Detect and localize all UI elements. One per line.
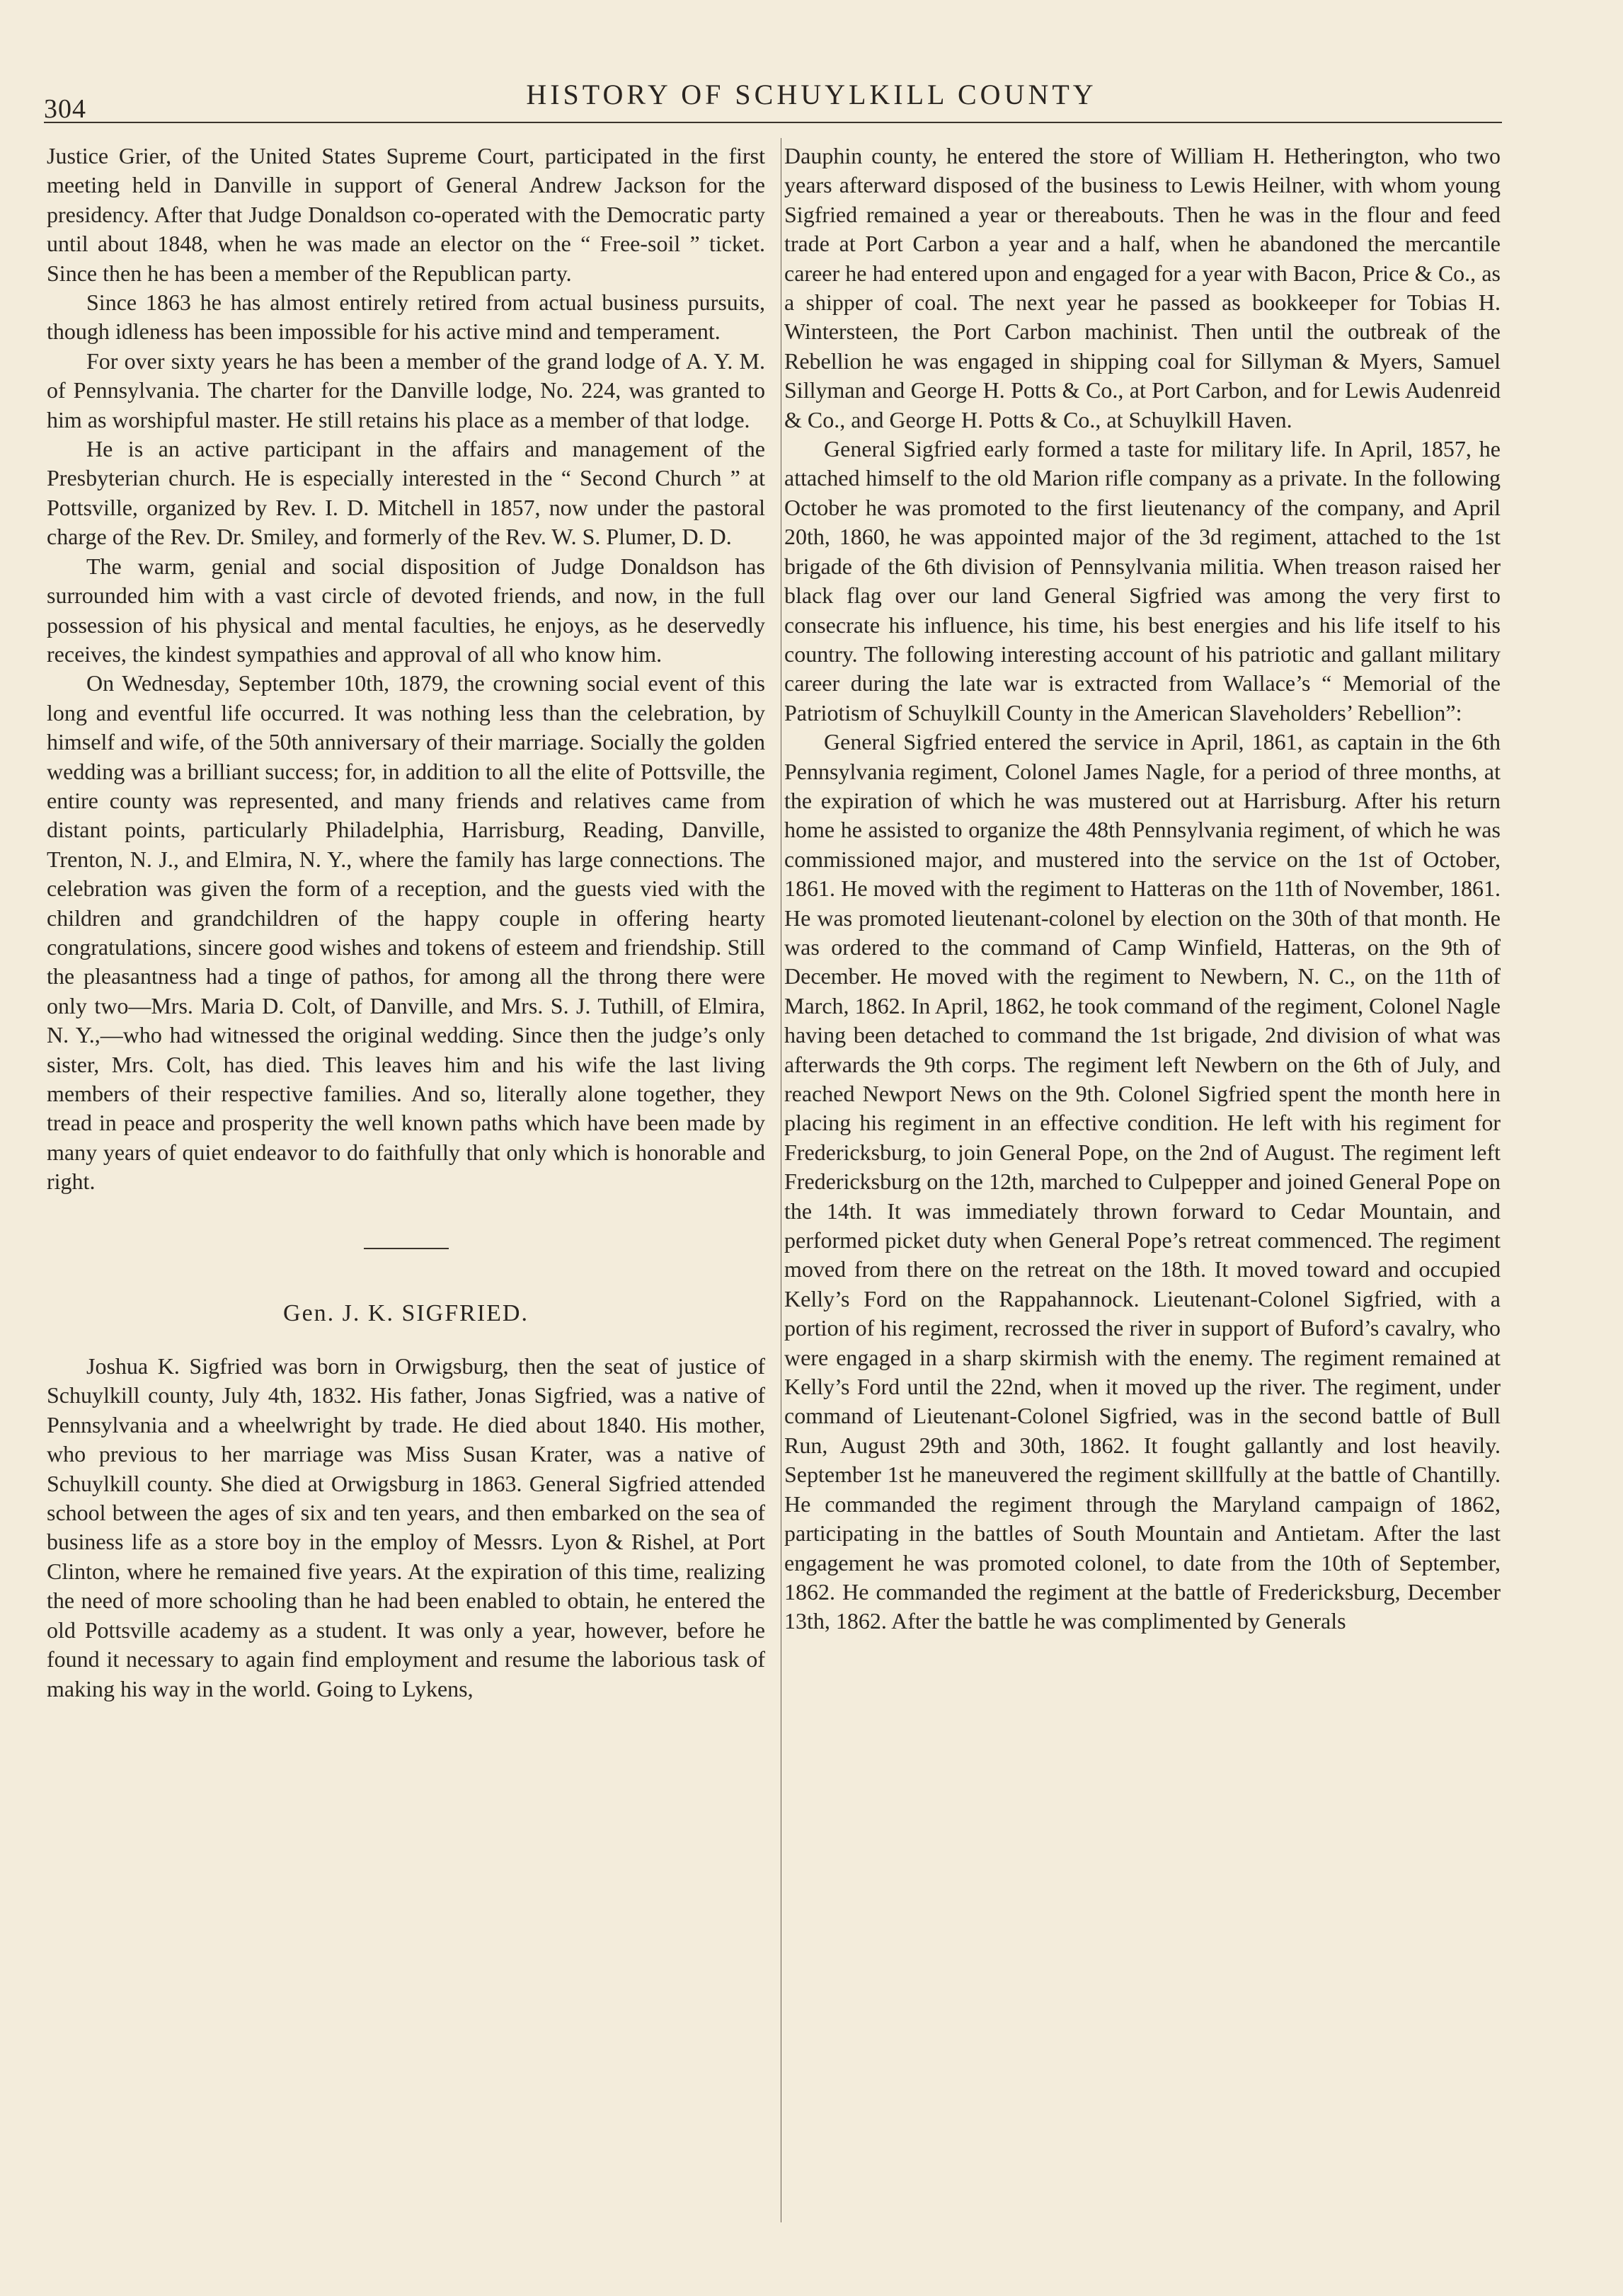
paragraph: Since 1863 he has almost entirely retired from actual business pursuits, though idleness has been impossible for his active mind and temperament. [47,289,765,345]
right-column [784,142,1501,1636]
section-divider [364,1248,449,1249]
paragraph: Justice Grier, of the United States Supreme Court, participated in the first meeting held in Danville in support of General Andrew Jackson for the presidency. After that Judge Donaldson co-operated with the Democratic party until about 1848, when he was made an elector on the “ Free-soil ” ticket. Since then he has been a member of the Republican party. [47,143,765,286]
paragraph: Dauphin county, he entered the store of William H. Hetherington, who two years afterward disposed of the business to Lewis Heilner, with whom young Sigfried remained a year or thereabouts. Then he was in the flour and feed trade at Port Carbon a year and a half, when he abandoned the mercantile career he had entered upon and engaged for a year with Bacon, Price & Co., as a shipper of coal. The next year he passed as bookkeeper for Tobias H. Wintersteen, the Port Carbon machinist. Then until the outbreak of the Rebellion he was engaged in shipping coal for Sillyman & Myers, Samuel Sillyman and George H. Potts & Co., at Port Carbon, and for Lewis Audenreid & Co., and George H. Potts & Co., at Schuylkill Haven. [784,143,1501,432]
paragraph: Joshua K. Sigfried was born in Orwigsburg, then the seat of justice of Schuylkill county, July 4th, 1832. His father, Jonas Sigfried, was a native of Pennsylvania and a wheelwright by trade. He died about 1840. His mother, who previous to her marriage was Miss Susan Krater, was a native of Schuylkill county. She died at Orwigsburg in 1863. General Sigfried attended school between the ages of six and ten years, and then embarked on the sea of business life as a store boy in the employ of Messrs. Lyon & Rishel, at Port Clinton, where he remained five years. At the expiration of this time, realizing the need of more schooling than he had been enabled to obtain, he entered the old Pottsville academy as a student. It was only a year, however, before he found it necessary to again find employment and resume the laborious task of making his way in the world. Going to Lykens, [47,1353,765,1701]
section-title: Gen. J. K. SIGFRIED. [283,1299,529,1326]
quoted-paragraph: General Sigfried entered the service in April, 1861, as captain in the 6th Pennsylvania regiment, Colonel James Nagle, for a period of three months, at the expiration of which he was mustered out at Harrisburg. After his return home he assisted to organize the 48th Pennsylvania regiment, of which he was commissioned major, and mustered into the service on the 1st of October, 1861. He moved with the regiment to Hatteras on the 11th of November, 1861. He was promoted lieutenant-colonel by election on the 30th of that month. He was ordered to the command of Camp Winfield, Hatteras, on the 9th of December. He moved with the regiment to Newbern, N. C., on the 11th of March, 1862. In April, 1862, he took command of the regiment, Colonel Nagle having been detached to command the 1st brigade, 2nd division of what was afterwards the 9th corps. The regiment left Newbern on the 6th of July, and reached Newport News on the 9th. Colonel Sigfried spent the month here in placing his regiment in an effective condition. He left with his regiment for Fredericksburg, to join General Pope, on the 2nd of August. The regiment left Fredericksburg on the 12th, marched to Culpepper and joined General Pope on the 14th. It was immediately thrown forward to Cedar Mountain, and performed picket duty when General Pope’s retreat commenced. The regiment moved from there on the retreat on the 18th. It moved toward and occupied Kelly’s Ford on the Rappahannock. Lieutenant-Colonel Sigfried, with a portion of his regiment, recrossed the river in support of Buford’s cavalry, who were engaged in a sharp skirmish with the enemy. The regiment remained at Kelly’s Ford until the 22nd, when it moved up the river. The regiment, under command of Lieutenant-Colonel Sigfried, was in the second battle of Bull Run, August 29th and 30th, 1862. It fought gallantly and lost heavily. September 1st he maneuvered the regiment skillfully at the battle of Chantilly. He commanded the regiment through the Maryland campaign of 1862, participating in the battles of South Mountain and Antietam. After the last engagement he was promoted colonel, to date from the 10th of September, 1862. He commanded the regiment at the battle of Fredericksburg, December 13th, 1862. After the battle he was complimented by Generals [784,729,1501,1634]
page-number: 304 [44,94,86,124]
header-rule [44,122,1502,123]
running-head: HISTORY OF SCHUYLKILL COUNTY [526,79,1097,110]
paragraph: General Sigfried early formed a taste for military life. In April, 1857, he attached himself to the old Marion rifle company as a private. In the following October he was promoted to the first lieutenancy of the company, and April 20th, 1860, he was appointed major of the 3d regiment, attached to the 1st brigade of the 6th division of Pennsylvania militia. When treason raised her black flag over our land General Sigfried was among the very first to consecrate his influence, his time, his best energies and his life itself to his country. The following interesting account of his patriotic and gallant military career during the late war is extracted from Wallace’s “ Memorial of the Patriotism of Schuylkill County in the American Slaveholders’ Rebellion”: [784,436,1501,725]
left-column [47,142,765,1704]
paragraph: On Wednesday, September 10th, 1879, the crowning social event of this long and eventful life occurred. It was nothing less than the celebration, by himself and wife, of the 50th anniversary of their marriage. Socially the golden wedding was a brilliant success; for, in addition to all the elite of Pottsville, the entire county was represented, and many friends and relatives came from distant points, particularly Philadelphia, Harrisburg, Reading, Danville, Trenton, N. J., and Elmira, N. Y., where the family has large connections. The celebration was given the form of a reception, and the guests vied with the children and grandchildren of the happy couple in offering hearty congratulations, sincere good wishes and tokens of esteem and friendship. Still the pleasantness had a tinge of pathos, for among all the throng there were only two—Mrs. Maria D. Colt, of Danville, and Mrs. S. J. Tuthill, of Elmira, N. Y.,—who had witnessed the original wedding. Since then the judge’s only sister, Mrs. Colt, has died. This leaves him and his wife the last living members of their respective families. And so, literally alone together, they tread in peace and prosperity the well known paths which have been made by many years of quiet endeavor to do faithfully that only which is honorable and right. [47,670,765,1195]
paragraph: The warm, genial and social disposition of Judge Donaldson has surrounded him with a vast circle of devoted friends, and now, in the full possession of his physical and mental faculties, he enjoys, as he deservedly receives, the kindest sympathies and approval of all who know him. [47,553,765,667]
paragraph: He is an active participant in the affairs and management of the Presbyterian church. He is especially interested in the “ Second Church ” at Pottsville, organized by Rev. I. D. Mitchell in 1857, now under the pastoral charge of the Rev. Dr. Smiley, and formerly of the Rev. W. S. Plumer, D. D. [47,436,765,550]
paragraph: For over sixty years he has been a member of the grand lodge of A. Y. M. of Pennsylvania. The charter for the Danville lodge, No. 224, was granted to him as worshipful master. He still retains his place as a member of that lodge. [47,348,765,432]
